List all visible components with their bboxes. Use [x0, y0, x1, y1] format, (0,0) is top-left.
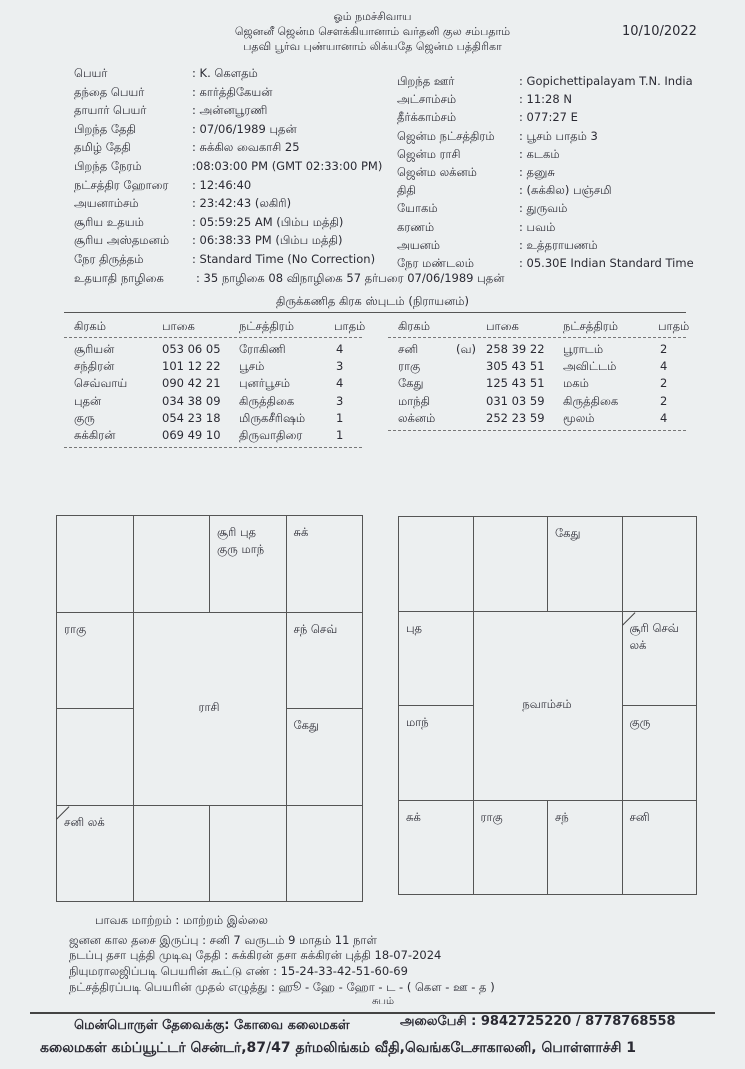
detail-label: தமிழ் தேதி	[74, 140, 131, 155]
divider	[64, 337, 362, 338]
subham: சுபம்	[372, 996, 395, 1007]
phone-numbers: அலைபேசி : 9842725220 / 8778768558	[400, 1014, 676, 1029]
detail-value: : 06:38:33 PM (பிம்ப மத்தி)	[192, 233, 343, 248]
detail-value: : பவம்	[519, 219, 556, 234]
graha-star: அவிட்டம்	[563, 359, 617, 374]
chart-house-planets: குரு மாந்	[217, 542, 265, 556]
graha-header-planet: கிரகம்	[398, 319, 430, 333]
graha-degree: 305 43 51	[486, 359, 545, 374]
chart-house-planets: சனி லக்	[64, 814, 105, 829]
chart-house-planets: சந்	[555, 809, 569, 824]
shop-address: கலைமகள் கம்ப்யூட்டர் சென்டர்,87/47 தர்மலிங்கம் வீதி,வெங்கடேசாகாலனி, பொள்ளாச்சி 1	[40, 1040, 637, 1056]
graha-planet: செவ்வாய்	[74, 376, 128, 391]
chart-house-meenam	[56, 515, 134, 613]
detail-value: : Standard Time (No Correction)	[192, 252, 376, 266]
detail-label: அயனாம்சம்	[74, 196, 139, 211]
detail-value: : துருவம்	[519, 201, 568, 216]
graha-star: திருவாதிரை	[239, 428, 303, 442]
graha-degree: 054 23 18	[162, 410, 221, 425]
graha-degree: 069 49 10	[162, 428, 221, 442]
detail-label: அட்சாம்சம்	[397, 92, 457, 107]
detail-value: :08:03:00 PM (GMT 02:33:00 PM)	[192, 159, 383, 173]
detail-label: அயனம்	[397, 237, 441, 252]
divider	[64, 312, 686, 313]
chart-house-mesham	[133, 515, 211, 613]
graha-degree: 252 23 59	[486, 410, 545, 425]
graha-star: மகம்	[563, 376, 589, 391]
detail-value: : Gopichettipalayam T.N. India	[519, 74, 693, 88]
graha-planet: சந்திரன்	[74, 359, 115, 374]
detail-value: : 12:46:40	[192, 177, 252, 192]
detail-value: : 05:59:25 AM (பிம்ப மத்தி)	[192, 214, 344, 229]
chart-house-planets: லக்	[629, 637, 647, 652]
detail-value: : சுக்கில வைகாசி 25	[192, 140, 300, 155]
rasi-chart	[56, 515, 362, 901]
chart-house-planets: சனி	[629, 809, 650, 824]
divider	[388, 337, 686, 338]
graha-planet: புதன்	[74, 393, 102, 408]
dasa-balance: ஜனன கால தசை இருப்பு : சனி 7 வருடம் 9 மாதம் 11 நாள்	[69, 933, 377, 947]
detail-value: : 077:27 E	[519, 110, 578, 125]
graha-pada: 4	[336, 376, 344, 391]
graha-degree: 090 42 21	[162, 376, 221, 391]
graha-header-star: நட்சத்திரம்	[563, 319, 619, 333]
graha-planet: குரு	[74, 410, 95, 425]
chart-title: ராசி	[198, 700, 220, 714]
graha-planet: மாந்தி	[398, 393, 431, 408]
graha-planet: லக்னம்	[398, 410, 436, 425]
detail-value: : 05.30E Indian Standard Time	[519, 256, 694, 270]
print-date: 10/10/2022	[622, 24, 697, 39]
graha-star: பூராடம்	[563, 342, 604, 356]
numerology: நியுமராலஜிப்படி பெயரின் கூட்டு எண் : 15-24-33-42-51-60-69	[69, 964, 408, 978]
graha-star: மிருகசீரிஷம்	[239, 410, 306, 425]
detail-label: ஜென்ம நட்சத்திரம்	[397, 128, 495, 143]
chart-house-planets: சூரி செவ்	[629, 620, 679, 635]
divider	[388, 430, 686, 431]
graha-table-title: திருக்கணித கிரக ஸ்புடம் (நிராயனம்)	[275, 294, 470, 308]
udayathi-label: உதயாதி நாழிகை	[74, 271, 164, 285]
graha-header-star: நட்சத்திரம்	[239, 319, 295, 333]
graha-pada: 2	[660, 376, 668, 391]
graha-header-degree: பாகை	[162, 319, 195, 333]
detail-label: நட்சத்திர ஹோரை	[74, 177, 169, 192]
graha-star: ரோகிணி	[239, 342, 286, 356]
chart-house-thulam	[209, 805, 287, 903]
graha-degree: 034 38 09	[162, 393, 221, 408]
chart-house-mithunam	[622, 516, 698, 612]
graha-pada: 2	[660, 342, 668, 356]
chart-house-planets: ராகு	[64, 621, 87, 636]
graha-pada: 4	[660, 359, 668, 374]
graha-header-pada: பாதம்	[334, 319, 366, 333]
graha-header-planet: கிரகம்	[74, 319, 106, 333]
detail-label: நேர மண்டலம்	[397, 256, 474, 270]
graha-pada: 3	[336, 393, 344, 408]
graha-pada: 4	[336, 342, 344, 356]
graha-pada: 2	[660, 393, 668, 408]
detail-value: : K. கௌதம்	[192, 66, 258, 80]
detail-label: பிறந்த நேரம்	[74, 159, 142, 173]
graha-pada: 4	[660, 410, 668, 425]
graha-degree: 258 39 22	[486, 342, 545, 356]
detail-label: நேர திருத்தம்	[74, 252, 144, 266]
chart-house-planets: குரு	[629, 715, 651, 729]
chart-house-mesham	[473, 516, 549, 612]
navamsa-chart	[398, 516, 696, 894]
detail-label: கரணம்	[397, 219, 435, 234]
name-letters: நட்சத்திரப்படி பெயரின் முதல் எழுத்து : ஹூ - ஹே - ஹோ - ட - ( கௌ - ஊ - த )	[69, 980, 495, 994]
bhava-change: பாவக மாற்றம் : மாற்றம் இல்லை	[95, 913, 268, 927]
current-dasa: நடப்பு தசா புத்தி முடிவு தேதி : சுக்கிரன் தசா சுக்கிரன் புத்தி 18-07-2024	[69, 948, 442, 962]
graha-pada: 1	[336, 428, 344, 442]
detail-value: : உத்தராயணம்	[519, 237, 598, 252]
graha-star: கிருத்திகை	[563, 393, 619, 408]
chart-house-planets: சூரி புத	[217, 525, 256, 539]
graha-planet: கேது	[398, 376, 424, 391]
graha-star: பூசம்	[239, 359, 265, 374]
graha-degree: 031 03 59	[486, 393, 545, 408]
chart-house-planets: சுக்	[293, 525, 309, 539]
chart-house-vrichikam	[133, 805, 211, 903]
graha-retro-flag: (வ)	[456, 342, 476, 356]
graha-degree: 125 43 51	[486, 376, 545, 391]
graha-star: மூலம்	[563, 410, 595, 425]
software-contact: மென்பொருள் தேவைக்கு: கோவை கலைமகள்	[74, 1018, 350, 1033]
graha-planet: சுக்கிரன்	[74, 428, 116, 442]
header-invocation: ஓம் நமச்சிவாய	[333, 10, 412, 23]
chart-house-planets: சுக்	[406, 809, 421, 824]
detail-label: ஜென்ம லக்னம்	[397, 165, 477, 179]
graha-planet: சனி	[398, 342, 419, 356]
detail-label: பிறந்த தேதி	[74, 121, 136, 136]
detail-label: ஜென்ம ராசி	[397, 146, 461, 161]
chart-house-meenam	[398, 516, 474, 612]
detail-label: தந்தை பெயர்	[74, 84, 145, 99]
graha-star: கிருத்திகை	[239, 393, 295, 408]
detail-value: : பூசம் பாதம் 3	[519, 128, 598, 143]
chart-house-planets: புத	[406, 620, 423, 635]
detail-label: பெயர்	[74, 66, 108, 80]
chart-house-makaram	[56, 708, 134, 806]
chart-house-planets: மாந்	[406, 715, 429, 729]
detail-label: சூரிய அஸ்தமனம்	[74, 233, 170, 248]
graha-header-pada: பாதம்	[658, 319, 690, 333]
detail-value: : கார்த்திகேயன்	[192, 84, 273, 99]
detail-label: யோகம்	[397, 201, 438, 216]
detail-label: பிறந்த ஊர்	[397, 74, 455, 88]
detail-value: : 11:28 N	[519, 92, 572, 107]
chart-house-planets: கேது	[555, 526, 581, 540]
chart-title: நவாம்சம்	[522, 697, 572, 711]
graha-pada: 1	[336, 410, 344, 425]
graha-degree: 101 12 22	[162, 359, 221, 374]
udayathi-value: : 35 நாழிகை 08 விநாழிகை 57 தர்பரை 07/06/1989 புதன்	[196, 271, 505, 285]
divider	[64, 447, 362, 448]
detail-value: : 23:42:43 (லகிரி)	[192, 196, 292, 211]
graha-header-degree: பாகை	[486, 319, 519, 333]
chart-house-planets: ராகு	[480, 809, 503, 824]
detail-label: தாயார் பெயர்	[74, 103, 147, 118]
detail-label: திதி	[397, 183, 416, 198]
chart-house-planets: சந் செவ்	[293, 621, 338, 636]
header-sloka-line1: ஜெனனீ ஜென்ம சௌக்கியானாம் வர்தனி குல சம்பதாம்	[234, 25, 511, 38]
graha-star: புனர்பூசம்	[239, 376, 291, 391]
detail-value: : 07/06/1989 புதன்	[192, 121, 297, 136]
graha-planet: சூரியன்	[74, 342, 115, 356]
detail-value: : கடகம்	[519, 146, 560, 161]
detail-value: : (சுக்கில) பஞ்சமி	[519, 183, 612, 198]
chart-house-kanni	[286, 805, 364, 903]
detail-value: : அன்னபூரணி	[192, 103, 268, 118]
chart-house-planets: கேது	[293, 718, 319, 732]
detail-value: : தனுசு	[519, 165, 555, 179]
detail-label: சூரிய உதயம்	[74, 214, 144, 229]
graha-degree: 053 06 05	[162, 342, 221, 356]
header-sloka-line2: பதவி பூர்வ புண்யானாம் லிக்யதே ஜென்ம பத்திரிகா	[243, 40, 502, 53]
graha-planet: ராகு	[398, 359, 421, 374]
detail-label: தீர்க்காம்சம்	[397, 110, 457, 125]
graha-pada: 3	[336, 359, 344, 374]
